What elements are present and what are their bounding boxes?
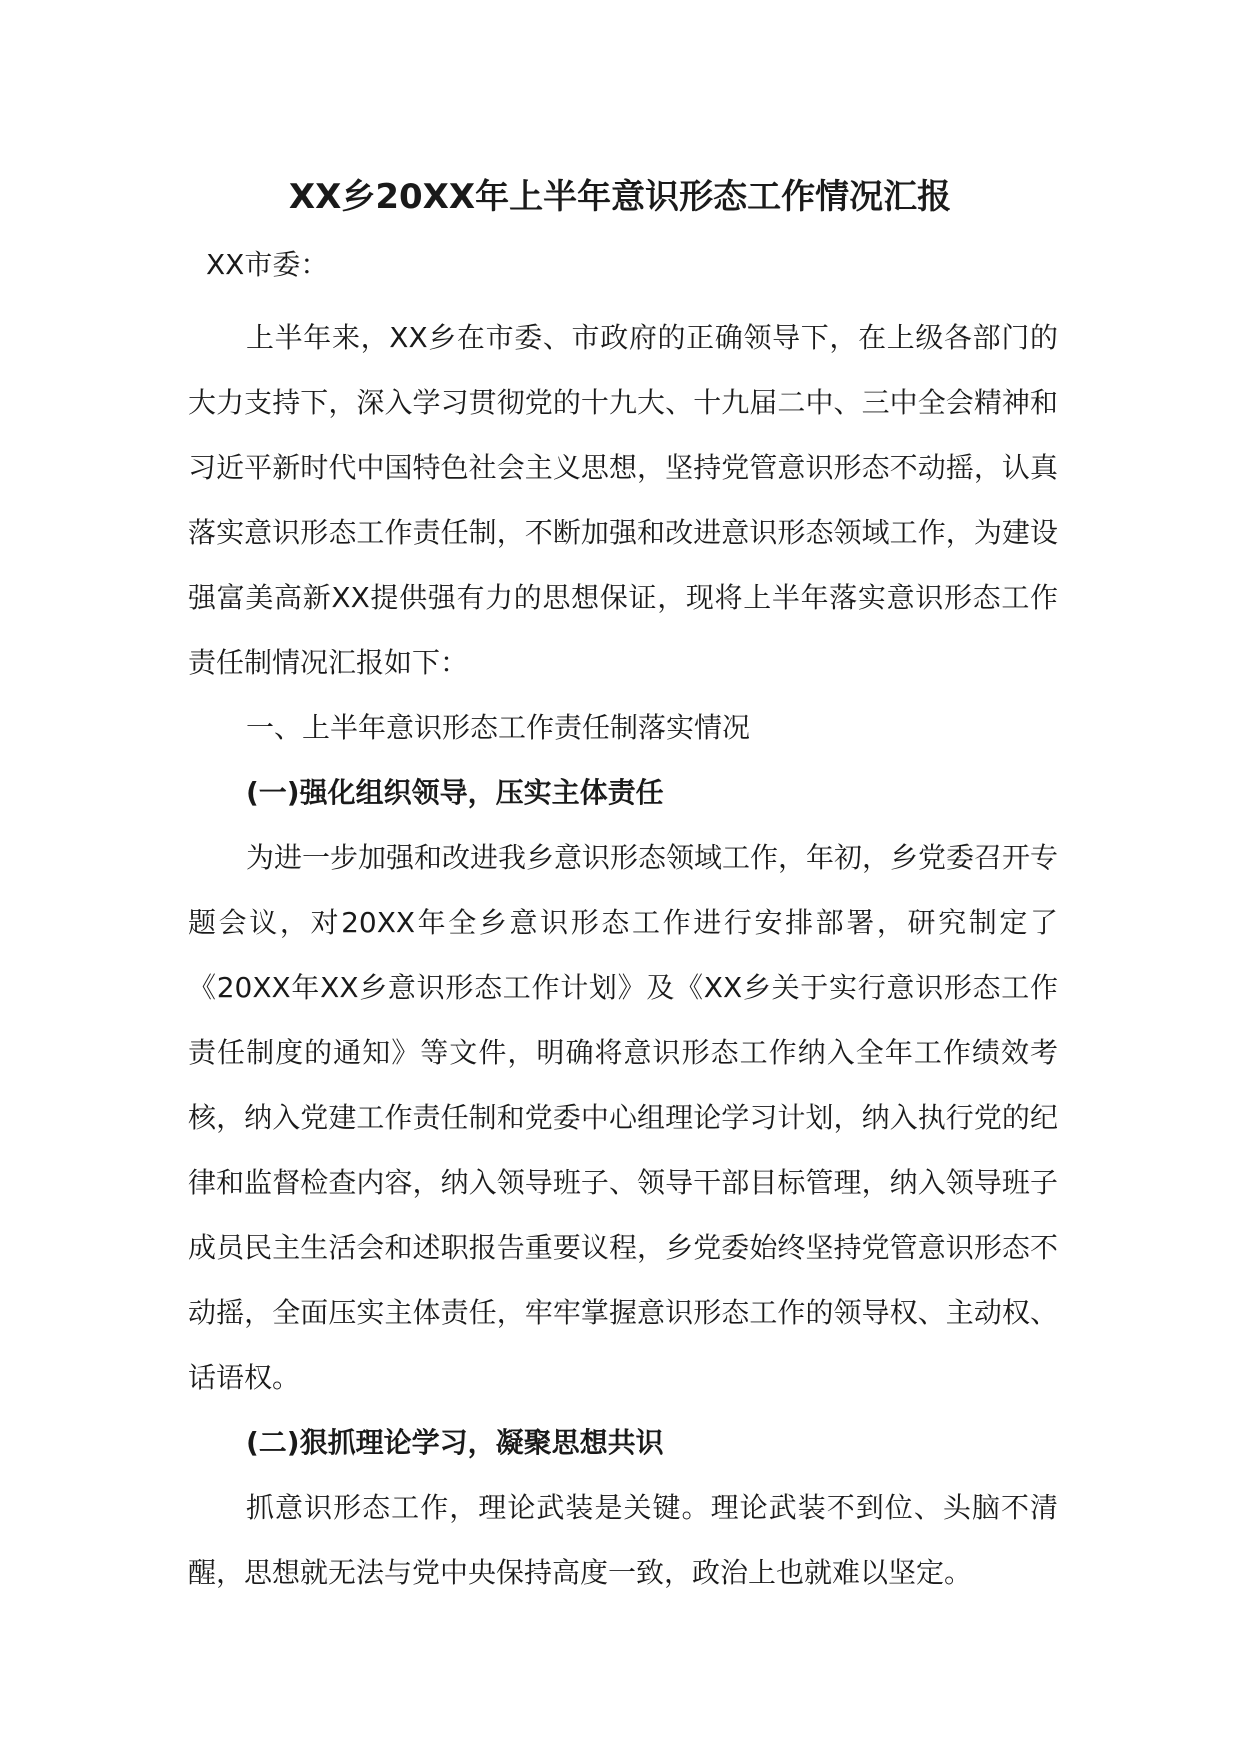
section-heading-1: 一、上半年意识形态工作责任制落实情况: [246, 711, 751, 744]
document-title: XX乡20XX年上半年意识形态工作情况汇报: [288, 177, 952, 217]
document-body: [188, 305, 1058, 1605]
body-paragraph-1: 为进一步加强和改进我乡意识形态领域工作，年初，乡党委召开专题会议，对20XX年全乡意识形态工作进行安排部署，研究制定了《20XX年XX乡意识形态工作计划》及《XX乡关于实行意识形态工作责任制度的通知》等文件，明确将意识形态工作纳入全年工作绩效考核，纳入党建工作责任制和党委中心组理论学习计划，纳入执行党的纪律和监督检查内容，纳入领导班子、领导干部目标管理，纳入领导班子成员民主生活会和述职报告重要议程，乡党委始终坚持党管意识形态不动摇，全面压实主体责任，牢牢掌握意识形态工作的领导权、主动权、话语权。: [188, 841, 1059, 1394]
salutation: XX市委：: [206, 248, 329, 281]
intro-paragraph: 上半年来，XX乡在市委、市政府的正确领导下，在上级各部门的大力支持下，深入学习贯彻党的十九大、十九届二中、三中全会精神和习近平新时代中国特色社会主义思想，坚持党管意识形态不动摇，认真落实意识形态工作责任制，不断加强和改进意识形态领域工作，为建设强富美高新XX提供强有力的思想保证，现将上半年落实意识形态工作责任制情况汇报如下：: [188, 321, 1058, 679]
subsection-heading-1: (一)强化组织领导，压实主体责任: [246, 776, 664, 809]
subsection-heading-2: (二)狠抓理论学习，凝聚思想共识: [246, 1426, 664, 1459]
body-paragraph-2: 抓意识形态工作，理论武装是关键。理论武装不到位、头脑不清醒，思想就无法与党中央保持高度一致，政治上也就难以坚定。: [188, 1491, 1058, 1589]
